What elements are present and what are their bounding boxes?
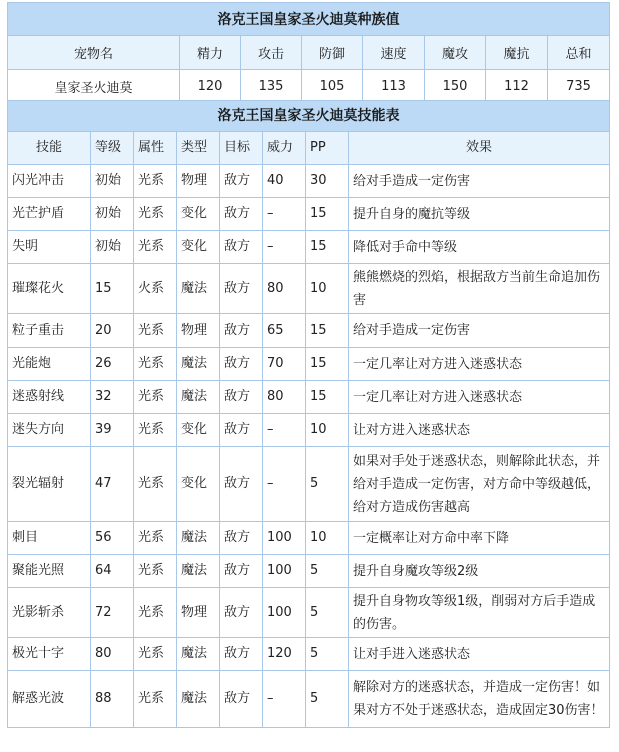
skill-row bbox=[8, 638, 610, 671]
skill-type: 物理 bbox=[177, 165, 220, 198]
skill-name: 失明 bbox=[8, 231, 91, 264]
skills-table bbox=[7, 100, 610, 728]
skill-type: 变化 bbox=[177, 447, 220, 522]
skills-header-row bbox=[8, 132, 610, 165]
stats-header-defense: 防御 bbox=[302, 36, 363, 70]
skill-level: 32 bbox=[91, 381, 134, 414]
skills-header-target: 目标 bbox=[220, 132, 263, 165]
skill-effect: 给对手造成一定伤害 bbox=[349, 314, 610, 348]
skills-title: 洛克王国皇家圣火迪莫技能表 bbox=[8, 101, 610, 132]
stats-cell: 150 bbox=[425, 70, 486, 104]
skill-type: 物理 bbox=[177, 314, 220, 348]
skill-level: 15 bbox=[91, 264, 134, 314]
skills-header-element: 属性 bbox=[134, 132, 177, 165]
stats-cell: 735 bbox=[548, 70, 610, 104]
skill-power: 120 bbox=[263, 638, 306, 671]
skill-type: 魔法 bbox=[177, 522, 220, 555]
stats-header-total: 总和 bbox=[548, 36, 610, 70]
skill-pp: 15 bbox=[306, 231, 349, 264]
skill-level: 初始 bbox=[91, 165, 134, 198]
skill-target: 敌方 bbox=[220, 447, 263, 522]
skill-name: 闪光冲击 bbox=[8, 165, 91, 198]
skill-level: 26 bbox=[91, 348, 134, 381]
skill-row bbox=[8, 588, 610, 638]
skill-level: 80 bbox=[91, 638, 134, 671]
skill-effect: 给对手造成一定伤害 bbox=[349, 165, 610, 198]
skill-pp: 5 bbox=[306, 555, 349, 588]
skill-element: 光系 bbox=[134, 588, 177, 638]
skill-effect: 提升自身的魔抗等级 bbox=[349, 198, 610, 231]
skill-level: 64 bbox=[91, 555, 134, 588]
skill-effect: 如果对手处于迷惑状态，则解除此状态，并给对手造成一定伤害，对方命中等级越低，给对方造成伤害越高 bbox=[349, 447, 610, 522]
skill-target: 敌方 bbox=[220, 588, 263, 638]
skill-effect: 一定几率让对方进入迷惑状态 bbox=[349, 348, 610, 381]
skill-name: 光能炮 bbox=[8, 348, 91, 381]
skill-effect: 一定概率让对方命中率下降 bbox=[349, 522, 610, 555]
skills-header-skill: 技能 bbox=[8, 132, 91, 165]
skill-row bbox=[8, 447, 610, 522]
skill-element: 火系 bbox=[134, 264, 177, 314]
skill-name: 璀璨花火 bbox=[8, 264, 91, 314]
skill-row bbox=[8, 198, 610, 231]
skill-target: 敌方 bbox=[220, 314, 263, 348]
skill-name: 光芒护盾 bbox=[8, 198, 91, 231]
skill-type: 变化 bbox=[177, 198, 220, 231]
stats-header-row bbox=[8, 36, 610, 70]
skill-effect: 解除对方的迷惑状态，并造成一定伤害！如果对方不处于迷惑状态，造成固定30伤害！ bbox=[349, 671, 610, 728]
skill-target: 敌方 bbox=[220, 198, 263, 231]
skill-row bbox=[8, 264, 610, 314]
skill-pp: 10 bbox=[306, 522, 349, 555]
skills-title-row bbox=[8, 101, 610, 132]
skill-row bbox=[8, 314, 610, 348]
skill-row bbox=[8, 414, 610, 447]
skill-element: 光系 bbox=[134, 447, 177, 522]
stats-title: 洛克王国皇家圣火迪莫种族值 bbox=[8, 3, 610, 36]
skill-name: 迷惑射线 bbox=[8, 381, 91, 414]
stats-cell: 135 bbox=[241, 70, 302, 104]
skill-pp: 15 bbox=[306, 381, 349, 414]
skill-power: 80 bbox=[263, 381, 306, 414]
stats-header-speed: 速度 bbox=[363, 36, 425, 70]
skill-power: – bbox=[263, 198, 306, 231]
skill-target: 敌方 bbox=[220, 414, 263, 447]
stats-cell: 皇家圣火迪莫 bbox=[8, 70, 180, 104]
skill-effect: 一定几率让对方进入迷惑状态 bbox=[349, 381, 610, 414]
skill-name: 解惑光波 bbox=[8, 671, 91, 728]
skill-level: 初始 bbox=[91, 231, 134, 264]
skills-header-level: 等级 bbox=[91, 132, 134, 165]
skill-pp: 10 bbox=[306, 264, 349, 314]
skill-pp: 5 bbox=[306, 671, 349, 728]
skill-row bbox=[8, 522, 610, 555]
stats-header-hp: 精力 bbox=[180, 36, 241, 70]
skill-type: 物理 bbox=[177, 588, 220, 638]
skill-pp: 5 bbox=[306, 447, 349, 522]
skill-row bbox=[8, 671, 610, 728]
skill-power: 80 bbox=[263, 264, 306, 314]
stats-header-magic-attack: 魔攻 bbox=[425, 36, 486, 70]
skill-level: 20 bbox=[91, 314, 134, 348]
skill-element: 光系 bbox=[134, 231, 177, 264]
skill-level: 56 bbox=[91, 522, 134, 555]
skill-name: 聚能光照 bbox=[8, 555, 91, 588]
skill-level: 39 bbox=[91, 414, 134, 447]
skills-header-effect: 效果 bbox=[349, 132, 610, 165]
skill-element: 光系 bbox=[134, 198, 177, 231]
skill-target: 敌方 bbox=[220, 264, 263, 314]
skill-name: 极光十字 bbox=[8, 638, 91, 671]
skills-header-power: 威力 bbox=[263, 132, 306, 165]
skill-element: 光系 bbox=[134, 555, 177, 588]
skill-level: 47 bbox=[91, 447, 134, 522]
skill-power: 100 bbox=[263, 588, 306, 638]
stats-header-name: 宠物名 bbox=[8, 36, 180, 70]
skill-row bbox=[8, 555, 610, 588]
skill-pp: 5 bbox=[306, 588, 349, 638]
skill-effect: 让对手进入迷惑状态 bbox=[349, 638, 610, 671]
skill-pp: 15 bbox=[306, 348, 349, 381]
skill-row bbox=[8, 348, 610, 381]
stats-table bbox=[7, 2, 610, 104]
skill-element: 光系 bbox=[134, 671, 177, 728]
skill-power: – bbox=[263, 447, 306, 522]
skill-element: 光系 bbox=[134, 522, 177, 555]
skill-target: 敌方 bbox=[220, 555, 263, 588]
skill-type: 魔法 bbox=[177, 671, 220, 728]
skill-effect: 让对方进入迷惑状态 bbox=[349, 414, 610, 447]
skill-power: 100 bbox=[263, 555, 306, 588]
skill-type: 魔法 bbox=[177, 555, 220, 588]
skill-power: – bbox=[263, 414, 306, 447]
skill-power: 100 bbox=[263, 522, 306, 555]
skill-effect: 提升自身物攻等级1级，削弱对方后手造成的伤害。 bbox=[349, 588, 610, 638]
skill-element: 光系 bbox=[134, 414, 177, 447]
skill-pp: 5 bbox=[306, 638, 349, 671]
skill-power: – bbox=[263, 671, 306, 728]
skill-power: 70 bbox=[263, 348, 306, 381]
skill-element: 光系 bbox=[134, 638, 177, 671]
skill-name: 裂光辐射 bbox=[8, 447, 91, 522]
skill-level: 初始 bbox=[91, 198, 134, 231]
skills-body bbox=[8, 165, 610, 728]
skill-level: 72 bbox=[91, 588, 134, 638]
skill-element: 光系 bbox=[134, 381, 177, 414]
skill-target: 敌方 bbox=[220, 231, 263, 264]
skill-type: 魔法 bbox=[177, 638, 220, 671]
skill-effect: 降低对手命中等级 bbox=[349, 231, 610, 264]
stats-cell: 113 bbox=[363, 70, 425, 104]
skill-element: 光系 bbox=[134, 348, 177, 381]
skill-name: 光影斩杀 bbox=[8, 588, 91, 638]
skill-effect: 提升自身魔攻等级2级 bbox=[349, 555, 610, 588]
skill-element: 光系 bbox=[134, 165, 177, 198]
skill-target: 敌方 bbox=[220, 165, 263, 198]
skill-row bbox=[8, 165, 610, 198]
skill-type: 变化 bbox=[177, 414, 220, 447]
skill-target: 敌方 bbox=[220, 638, 263, 671]
skill-row bbox=[8, 381, 610, 414]
skill-target: 敌方 bbox=[220, 671, 263, 728]
skill-power: 65 bbox=[263, 314, 306, 348]
skill-pp: 15 bbox=[306, 314, 349, 348]
skill-type: 变化 bbox=[177, 231, 220, 264]
stats-title-row bbox=[8, 3, 610, 36]
stats-cell: 120 bbox=[180, 70, 241, 104]
stats-cell: 112 bbox=[486, 70, 548, 104]
skill-power: 40 bbox=[263, 165, 306, 198]
skill-type: 魔法 bbox=[177, 348, 220, 381]
skills-header-type: 类型 bbox=[177, 132, 220, 165]
skills-header-pp: PP bbox=[306, 132, 349, 165]
stats-cell: 105 bbox=[302, 70, 363, 104]
skill-pp: 15 bbox=[306, 198, 349, 231]
skill-type: 魔法 bbox=[177, 264, 220, 314]
skill-pp: 10 bbox=[306, 414, 349, 447]
skill-power: – bbox=[263, 231, 306, 264]
skill-row bbox=[8, 231, 610, 264]
skill-target: 敌方 bbox=[220, 348, 263, 381]
skill-level: 88 bbox=[91, 671, 134, 728]
skill-type: 魔法 bbox=[177, 381, 220, 414]
stats-row bbox=[8, 70, 610, 104]
skill-target: 敌方 bbox=[220, 522, 263, 555]
skill-effect: 熊熊燃烧的烈焰，根据敌方当前生命追加伤害 bbox=[349, 264, 610, 314]
skill-name: 刺目 bbox=[8, 522, 91, 555]
stats-header-attack: 攻击 bbox=[241, 36, 302, 70]
skill-name: 粒子重击 bbox=[8, 314, 91, 348]
skill-pp: 30 bbox=[306, 165, 349, 198]
skill-target: 敌方 bbox=[220, 381, 263, 414]
skill-element: 光系 bbox=[134, 314, 177, 348]
skill-name: 迷失方向 bbox=[8, 414, 91, 447]
stats-header-magic-defense: 魔抗 bbox=[486, 36, 548, 70]
